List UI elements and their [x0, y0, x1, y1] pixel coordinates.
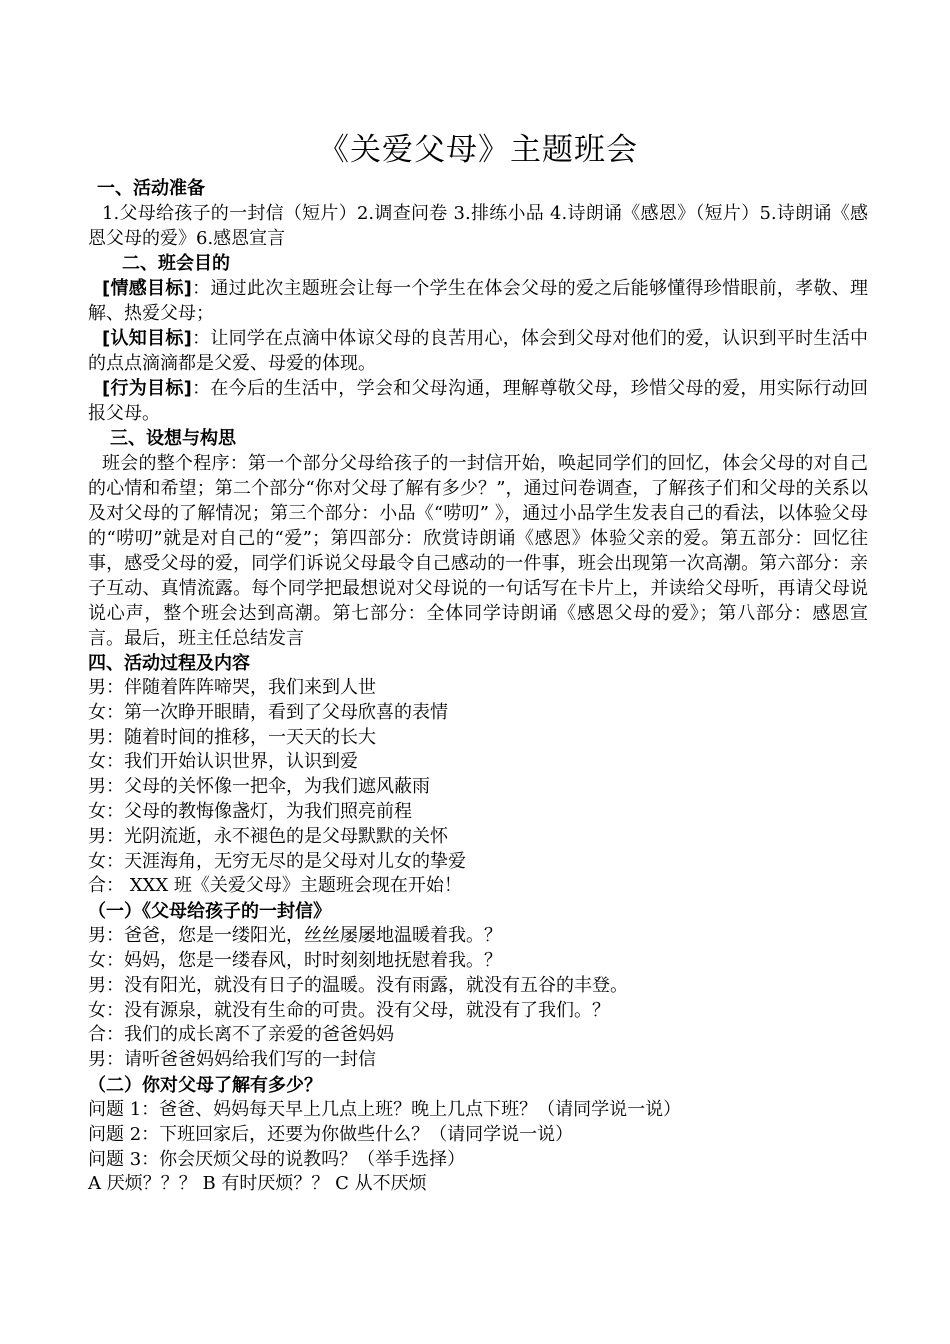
dialogue-line: 男：请听爸爸妈妈给我们写的一封信 — [88, 1049, 376, 1071]
goal-cognition-text: ：让同学在点滴中体谅父母的良苦用心，体会到父母对他们的爱，认识到平时生活中的点点滴滴都是父爱、母爱的体现。 — [88, 328, 868, 374]
goal-emotion-text: ：通过此次主题班会让每一个学生在体会父母的爱之后能够懂得珍惜眼前，孝敬、理解、热爱父母； — [88, 278, 868, 324]
document-page — [88, 128, 868, 1197]
section4-heading: 四、活动过程及内容 — [88, 653, 250, 674]
dialogue-line: 女：天涯海角，无穷无尽的是父母对儿女的挚爱 — [88, 850, 466, 872]
dialogue-line: 男：没有阳光，就没有日子的温暖。没有雨露，就没有五谷的丰登。 — [88, 974, 628, 996]
part1-dialogue — [88, 924, 868, 1073]
part2-questions — [88, 1098, 868, 1197]
question-line: 问题 3：你会厌烦父母的说教吗？（举手选择） — [88, 1148, 466, 1170]
dialogue-line: 合：我们的成长离不了亲爱的爸爸妈妈 — [88, 1024, 394, 1046]
goal-cognition-label: [认知目标] — [102, 328, 192, 349]
dialogue-line: 女：父母的教悔像盏灯，为我们照亮前程 — [88, 800, 412, 822]
dialogue-line: 男：父母的关怀像一把伞，为我们遮风蔽雨 — [88, 776, 430, 798]
dialogue-line: 女：妈妈，您是一缕春风，时时刻刻地抚慰着我。？ — [88, 949, 502, 971]
goal-behavior-label: [行为目标] — [102, 378, 192, 399]
goal-emotion-label: [情感目标] — [102, 278, 192, 299]
goal-cognition — [88, 326, 868, 376]
question-line: 问题 2：下班回家后，还要为你做些什么？（请同学说一说） — [88, 1123, 574, 1145]
dialogue-line: 合： XXX 班《关爱父母》主题班会现在开始！ — [88, 875, 462, 897]
section1-text: 1.父母给孩子的一封信（短片）2.调查问卷 3.排练小品 4.诗朗诵《感恩》（短片）5.诗朗诵《感恩父母的爱》6.感恩宣言 — [88, 203, 868, 249]
section3-text: 班会的整个程序：第一个部分父母给孩子的一封信开始，唤起同学们的回忆，体会父母的对自己的心情和希望；第二个部分“你对父母了解有多少？”，通过问卷调查，了解孩子们和父母的关系以及对父母的了解情况；第三个部分：小品《“唠叨” 》，通过小品学生发表自己的看法，以体验父母的“唠叨”就是对自己的“爱”；第四部分：欣赏诗朗诵《感恩》体验父亲的爱。第五部分：回忆往事，感受父母的爱，同学们诉说父母最令自己感动的一件事，班会出现第一次高潮。第六部分：亲子互动、真情流露。每个同学把最想说对父母说的一句话写在卡片上，并读给父母听，再请父母说说心声，整个班会达到高潮。第七部分：全体同学诗朗诵《感恩父母的爱》；第八部分：感恩宣言。最后，班主任总结发言 — [88, 453, 868, 649]
goal-emotion — [88, 276, 868, 326]
section2-heading: 二、班会目的 — [122, 253, 230, 274]
dialogue-line: 男：伴随着阵阵啼哭，我们来到人世 — [88, 677, 376, 698]
dialogue-line: 男：随着时间的推移，一天天的长大 — [88, 726, 376, 748]
question-options: A 厌烦？？？ B 有时厌烦？？ C 从不厌烦 — [88, 1173, 427, 1195]
dialogue-line: 男：爸爸，您是一缕阳光，丝丝屡屡地温暖着我。？ — [88, 925, 502, 947]
opening-dialogue — [88, 676, 868, 899]
dialogue-line: 女：我们开始认识世界，认识到爱 — [88, 751, 358, 773]
goal-behavior — [88, 376, 868, 426]
document-title: 《关爱父母》主题班会 — [318, 132, 638, 168]
goal-behavior-text: ：在今后的生活中，学会和父母沟通，理解尊敬父母，珍惜父母的爱，用实际行动回报父母。 — [88, 378, 868, 424]
section1-heading: 一、活动准备 — [97, 178, 205, 199]
dialogue-line: 女：没有源泉，就没有生命的可贵。没有父母，就没有了我们。？ — [88, 999, 610, 1021]
dialogue-line: 女：第一次睁开眼睛，看到了父母欣喜的表情 — [88, 701, 448, 723]
dialogue-line: 男：光阴流逝，永不褪色的是父母默默的关怀 — [88, 825, 448, 847]
part2-heading: （二）你对父母了解有多少？ — [88, 1074, 322, 1096]
part1-heading: （一）《父母给孩子的一封信》 — [88, 901, 331, 923]
question-line: 问题 1：爸爸、妈妈每天早上几点上班？晚上几点下班？（请同学说一说） — [88, 1098, 682, 1120]
section3-heading: 三、设想与构思 — [110, 428, 236, 449]
